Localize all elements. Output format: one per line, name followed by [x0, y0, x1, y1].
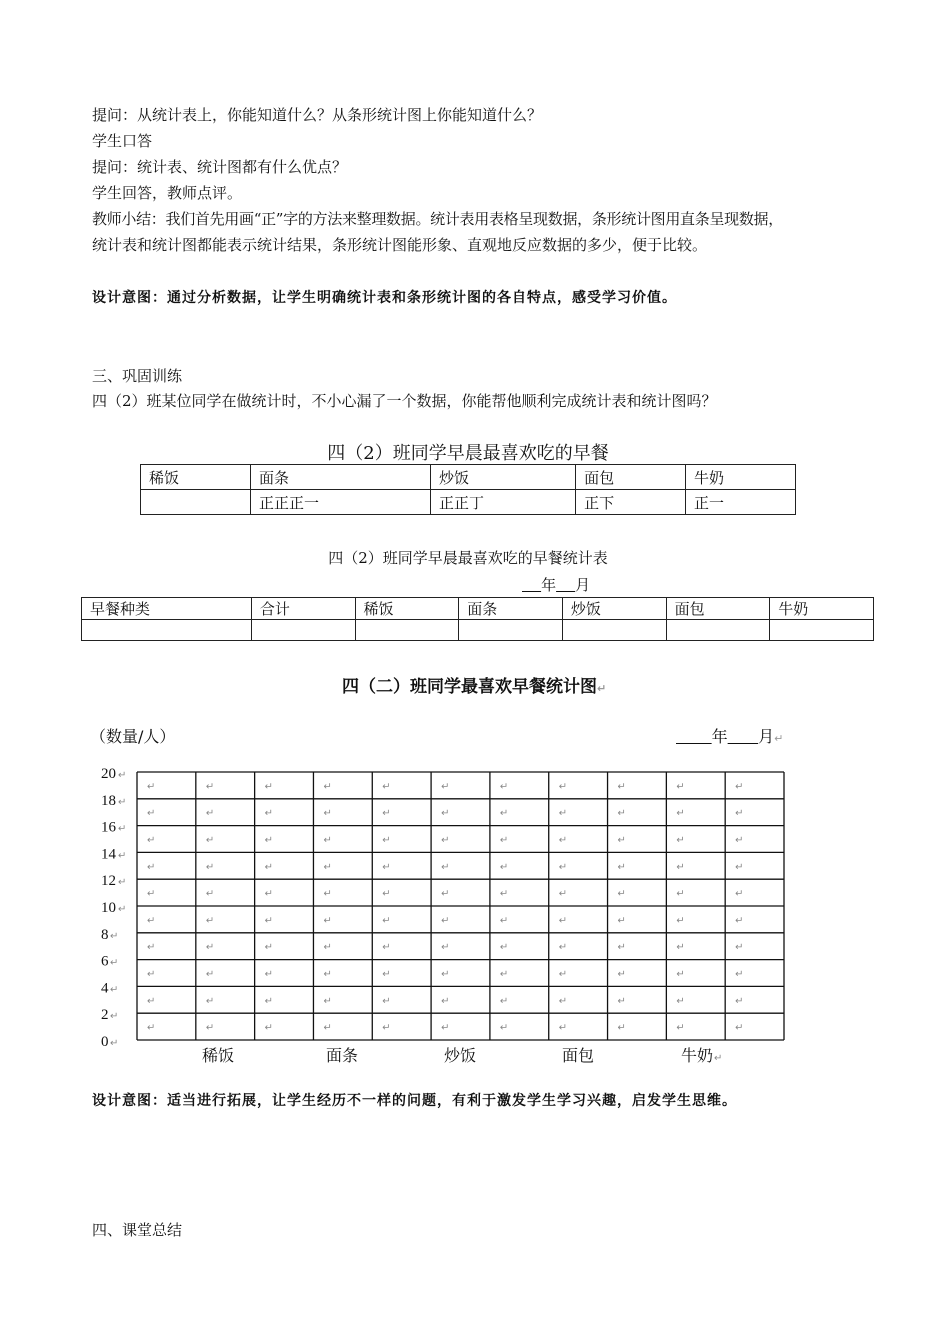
cell-return-mark-icon: ↵ [323, 995, 332, 1007]
y-tick-label: 18 [101, 792, 116, 809]
cell-return-mark-icon: ↵ [147, 808, 156, 820]
cell-return-mark-icon: ↵ [382, 835, 391, 846]
cell-return-mark-icon: ↵ [264, 861, 274, 873]
cell-return-mark-icon: ↵ [558, 995, 568, 1007]
cell-return-mark-icon: ↵ [323, 915, 332, 927]
cell-return-mark-icon: ↵ [499, 1022, 509, 1034]
cell-return-mark-icon: ↵ [147, 915, 156, 927]
cell-return-mark-icon: ↵ [735, 808, 744, 820]
y-tick-label: 16 [101, 819, 116, 836]
cell-return-mark-icon: ↵ [617, 1022, 626, 1034]
cell-return-mark-icon: ↵ [735, 835, 744, 846]
return-mark-icon: ↵ [118, 796, 127, 808]
cell-return-mark-icon: ↵ [617, 808, 626, 820]
cell-return-mark-icon: ↵ [441, 969, 450, 980]
tally-table-title: 四（2）班同学早晨最喜欢吃的早餐 [327, 443, 609, 464]
stat-header-cell: 面条 [459, 598, 563, 620]
answer-1: 学生口答 [92, 132, 153, 150]
return-mark-icon: ↵ [110, 1011, 119, 1023]
question-2: 提问：统计表、统计图都有什么优点？ [92, 158, 348, 176]
return-mark-icon: ↵ [597, 682, 607, 695]
cell-return-mark-icon: ↵ [558, 888, 568, 900]
tally-cell: 正正丁 [431, 490, 576, 515]
x-category-label: 牛奶 [680, 1046, 714, 1065]
cell-return-mark-icon: ↵ [676, 888, 685, 900]
stat-table-month-label: 月 [575, 576, 591, 594]
cell-return-mark-icon: ↵ [735, 995, 744, 1007]
cell-return-mark-icon: ↵ [264, 915, 274, 927]
cell-return-mark-icon: ↵ [735, 915, 744, 927]
cell-return-mark-icon: ↵ [676, 808, 685, 820]
cell-return-mark-icon: ↵ [499, 835, 509, 846]
cell-return-mark-icon: ↵ [441, 942, 450, 954]
cell-return-mark-icon: ↵ [382, 995, 391, 1007]
cell-return-mark-icon: ↵ [205, 861, 215, 873]
cell-return-mark-icon: ↵ [264, 781, 274, 793]
chart-y-axis-label: （数量/人） [90, 727, 176, 746]
tally-header-cell: 面包 [576, 465, 686, 490]
stat-header-cell: 合计 [251, 598, 355, 620]
cell-return-mark-icon: ↵ [382, 915, 391, 927]
cell-return-mark-icon: ↵ [147, 861, 156, 873]
return-mark-icon: ↵ [118, 770, 127, 781]
cell-return-mark-icon: ↵ [205, 942, 215, 954]
x-category-label: 面条 [325, 1046, 359, 1065]
cell-return-mark-icon: ↵ [323, 781, 332, 793]
x-category-label: 炒饭 [443, 1046, 477, 1065]
cell-return-mark-icon: ↵ [558, 915, 568, 927]
question-1: 提问：从统计表上，你能知道什么？从条形统计图上你能知道什么？ [92, 106, 543, 124]
cell-return-mark-icon: ↵ [676, 1022, 685, 1034]
stat-header-cell: 早餐种类 [82, 598, 252, 620]
y-tick-label: 10 [101, 900, 116, 916]
cell-return-mark-icon: ↵ [205, 835, 215, 846]
cell-return-mark-icon: ↵ [147, 969, 156, 980]
stat-header-cell: 炒饭 [562, 598, 666, 620]
cell-return-mark-icon: ↵ [735, 861, 744, 873]
x-category-label: 面包 [561, 1046, 595, 1065]
cell-return-mark-icon: ↵ [147, 781, 156, 793]
stat-header-cell: 稀饭 [355, 598, 459, 620]
cell-return-mark-icon: ↵ [676, 781, 685, 793]
cell-return-mark-icon: ↵ [264, 995, 274, 1007]
cell-return-mark-icon: ↵ [558, 835, 568, 846]
cell-return-mark-icon: ↵ [147, 1022, 156, 1034]
return-mark-icon: ↵ [118, 904, 127, 915]
cell-return-mark-icon: ↵ [499, 861, 509, 873]
cell-return-mark-icon: ↵ [264, 942, 274, 954]
cell-return-mark-icon: ↵ [441, 915, 450, 927]
cell-return-mark-icon: ↵ [205, 915, 215, 927]
cell-return-mark-icon: ↵ [499, 969, 509, 980]
cell-return-mark-icon: ↵ [323, 888, 332, 900]
cell-return-mark-icon: ↵ [617, 861, 626, 873]
cell-return-mark-icon: ↵ [499, 942, 509, 954]
cell-return-mark-icon: ↵ [147, 888, 156, 900]
return-mark-icon: ↵ [714, 1053, 723, 1064]
cell-return-mark-icon: ↵ [205, 1022, 215, 1034]
stat-header-cell: 面包 [666, 598, 770, 620]
return-mark-icon: ↵ [118, 850, 127, 862]
y-tick-label: 12 [101, 873, 116, 890]
cell-return-mark-icon: ↵ [441, 995, 450, 1007]
cell-return-mark-icon: ↵ [617, 995, 626, 1007]
x-category-label: 稀饭 [201, 1046, 235, 1065]
y-tick-label: 2 [101, 1007, 109, 1024]
cell-return-mark-icon: ↵ [676, 915, 685, 927]
cell-return-mark-icon: ↵ [735, 1022, 744, 1034]
tally-cell: 正下 [576, 490, 686, 515]
y-tick-label: 14 [101, 846, 116, 863]
cell-return-mark-icon: ↵ [205, 969, 215, 980]
cell-return-mark-icon: ↵ [323, 969, 332, 980]
teacher-summary-line-1: 教师小结：我们首先用画“正”字的方法来整理数据。统计表用表格呈现数据，条形统计图用直条呈现数据， [92, 210, 783, 228]
cell-return-mark-icon: ↵ [323, 808, 332, 820]
cell-return-mark-icon: ↵ [676, 995, 685, 1007]
cell-return-mark-icon: ↵ [617, 835, 626, 846]
return-mark-icon: ↵ [118, 823, 127, 835]
return-mark-icon: ↵ [110, 1038, 119, 1049]
tally-header-cell: 炒饭 [431, 465, 576, 490]
tally-header-cell: 面条 [250, 465, 430, 490]
section-3-heading: 三、巩固训练 [92, 367, 183, 385]
cell-return-mark-icon: ↵ [205, 995, 215, 1007]
cell-return-mark-icon: ↵ [499, 781, 509, 793]
cell-return-mark-icon: ↵ [382, 861, 391, 873]
return-mark-icon: ↵ [110, 957, 119, 969]
cell-return-mark-icon: ↵ [617, 781, 626, 793]
return-mark-icon: ↵ [110, 984, 119, 996]
cell-return-mark-icon: ↵ [676, 969, 685, 980]
cell-return-mark-icon: ↵ [382, 942, 391, 954]
cell-return-mark-icon: ↵ [323, 835, 332, 846]
design-intent-2: 设计意图：适当进行拓展，让学生经历不一样的问题，有利于激发学生学习兴趣，启发学生思维。 [92, 1093, 737, 1109]
cell-return-mark-icon: ↵ [441, 861, 450, 873]
y-tick-label: 0 [101, 1034, 109, 1050]
cell-return-mark-icon: ↵ [205, 808, 215, 820]
cell-return-mark-icon: ↵ [147, 995, 156, 1007]
cell-return-mark-icon: ↵ [323, 861, 332, 873]
cell-return-mark-icon: ↵ [205, 888, 215, 900]
cell-return-mark-icon: ↵ [382, 808, 391, 820]
tally-header-cell: 牛奶 [686, 465, 796, 490]
design-intent-1: 设计意图：通过分析数据，让学生明确统计表和条形统计图的各自特点，感受学习价值。 [92, 290, 677, 306]
cell-return-mark-icon: ↵ [441, 835, 450, 846]
cell-return-mark-icon: ↵ [617, 915, 626, 927]
section-4-heading: 四、课堂总结 [92, 1221, 183, 1239]
cell-return-mark-icon: ↵ [617, 969, 626, 980]
cell-return-mark-icon: ↵ [264, 888, 274, 900]
cell-return-mark-icon: ↵ [382, 781, 391, 793]
cell-return-mark-icon: ↵ [205, 781, 215, 793]
cell-return-mark-icon: ↵ [617, 942, 626, 954]
teacher-summary-line-2: 统计表和统计图都能表示统计结果，条形统计图能形象、直观地反应数据的多少，便于比较。 [92, 236, 708, 254]
return-mark-icon: ↵ [110, 930, 119, 942]
cell-return-mark-icon: ↵ [735, 888, 744, 900]
y-tick-label: 20 [101, 766, 116, 782]
cell-return-mark-icon: ↵ [147, 942, 156, 954]
tally-cell: 正一 [686, 490, 796, 515]
cell-return-mark-icon: ↵ [676, 942, 685, 954]
cell-return-mark-icon: ↵ [558, 781, 568, 793]
cell-return-mark-icon: ↵ [558, 1022, 568, 1034]
cell-return-mark-icon: ↵ [382, 888, 391, 900]
cell-return-mark-icon: ↵ [264, 1022, 274, 1034]
cell-return-mark-icon: ↵ [264, 835, 274, 846]
cell-return-mark-icon: ↵ [499, 995, 509, 1007]
section-3-task: 四（2）班某位同学在做统计时，不小心漏了一个数据，你能帮他顺利完成统计表和统计图吗？ [92, 392, 717, 410]
cell-return-mark-icon: ↵ [323, 1022, 332, 1034]
cell-return-mark-icon: ↵ [499, 888, 509, 900]
cell-return-mark-icon: ↵ [264, 969, 274, 980]
cell-return-mark-icon: ↵ [441, 781, 450, 793]
return-mark-icon: ↵ [774, 732, 784, 745]
tally-cell: 正正正一 [250, 490, 430, 515]
tally-header-cell: 稀饭 [141, 465, 251, 490]
y-tick-label: 6 [101, 953, 109, 970]
cell-return-mark-icon: ↵ [441, 888, 450, 900]
chart-title: 四（二）班同学最喜欢早餐统计图↵ [342, 677, 607, 697]
cell-return-mark-icon: ↵ [558, 969, 568, 980]
stat-table-title: 四（2）班同学早晨最喜欢吃的早餐统计表 [328, 549, 608, 567]
stat-header-cell: 牛奶 [770, 598, 874, 620]
y-tick-label: 4 [101, 980, 109, 997]
cell-return-mark-icon: ↵ [382, 1022, 391, 1034]
cell-return-mark-icon: ↵ [147, 835, 156, 846]
answer-2: 学生回答，教师点评。 [92, 184, 243, 202]
cell-return-mark-icon: ↵ [735, 942, 744, 954]
cell-return-mark-icon: ↵ [676, 835, 685, 846]
cell-return-mark-icon: ↵ [441, 1022, 450, 1034]
cell-return-mark-icon: ↵ [441, 808, 450, 820]
cell-return-mark-icon: ↵ [558, 861, 568, 873]
y-tick-label: 8 [101, 926, 109, 943]
cell-return-mark-icon: ↵ [558, 808, 568, 820]
return-mark-icon: ↵ [118, 877, 127, 889]
cell-return-mark-icon: ↵ [617, 888, 626, 900]
cell-return-mark-icon: ↵ [735, 969, 744, 980]
cell-return-mark-icon: ↵ [499, 915, 509, 927]
stat-table-year-label: 年 [541, 576, 557, 594]
cell-return-mark-icon: ↵ [264, 808, 274, 820]
cell-return-mark-icon: ↵ [323, 942, 332, 954]
chart-month-label: 月 [758, 727, 775, 746]
cell-return-mark-icon: ↵ [382, 969, 391, 980]
cell-return-mark-icon: ↵ [735, 781, 744, 793]
cell-return-mark-icon: ↵ [676, 861, 685, 873]
chart-year-label: 年 [711, 727, 728, 746]
cell-return-mark-icon: ↵ [558, 942, 568, 954]
cell-return-mark-icon: ↵ [499, 808, 509, 820]
